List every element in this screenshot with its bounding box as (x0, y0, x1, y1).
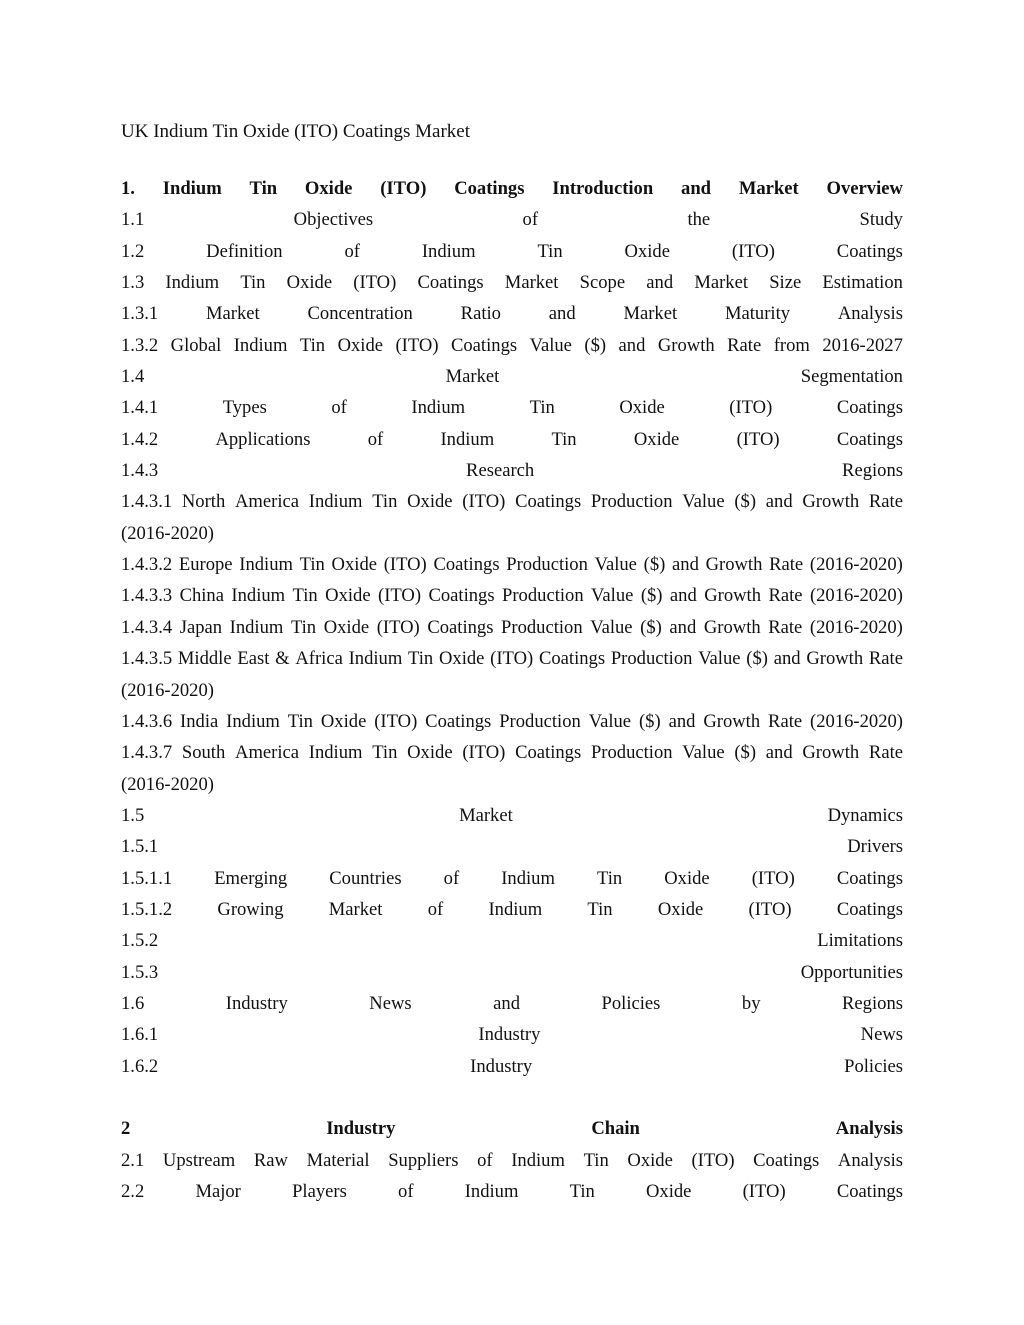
toc-word: Oxide (627, 1149, 673, 1171)
toc-word: Indium (226, 710, 280, 732)
toc-line (121, 549, 903, 580)
toc-word: Rate (727, 334, 762, 356)
toc-word: (ITO) (490, 648, 534, 670)
toc-word: ($) (734, 491, 757, 513)
toc-word: (ITO) (751, 867, 795, 889)
toc-word: Objectives (293, 209, 374, 231)
toc-word: and (765, 491, 793, 513)
toc-word: Coatings (836, 1181, 903, 1202)
toc-word: Tin (408, 648, 434, 670)
toc-word: Tin (287, 710, 313, 732)
toc-line (121, 831, 903, 862)
toc-word: Indium (308, 491, 363, 513)
toc-word: Coatings (425, 710, 492, 732)
toc-word: Scope (579, 272, 626, 294)
toc-word: Africa (295, 648, 343, 670)
toc-word: 1.4.2 (121, 428, 159, 450)
toc-word: Value (529, 334, 572, 356)
toc-word: and (668, 710, 696, 732)
toc-word: Analysis (837, 1149, 903, 1171)
toc-word: (ITO) (691, 1149, 735, 1171)
toc-word: America (235, 491, 300, 513)
toc-word: Definition (206, 240, 283, 262)
toc-word: East (237, 648, 270, 670)
toc-line (121, 1051, 903, 1082)
toc-word: Opportunities (800, 961, 903, 983)
toc-word: Rate (768, 710, 803, 732)
table-of-contents (121, 173, 903, 1207)
toc-word: ($) (640, 616, 662, 638)
toc-line (121, 330, 903, 361)
toc-word: Indium (348, 648, 403, 670)
toc-word: Indium (511, 1149, 565, 1171)
toc-word: Middle (177, 648, 232, 670)
toc-word: Production (499, 710, 581, 732)
toc-word: Oxide (325, 585, 371, 607)
toc-word: Countries (329, 867, 402, 889)
toc-word: Market (445, 366, 500, 388)
toc-word: Coatings (836, 397, 903, 419)
toc-line (121, 455, 903, 486)
toc-word: Market (738, 178, 799, 199)
toc-word: Raw (253, 1149, 288, 1171)
toc-word: of (522, 209, 539, 231)
toc-word: Regions (842, 992, 903, 1014)
toc-word: (ITO) (378, 585, 422, 607)
toc-word: Indium (411, 397, 466, 419)
toc-word: Oxide (657, 898, 704, 920)
toc-word: Emerging (214, 867, 288, 889)
toc-line (121, 957, 903, 988)
toc-word: Production (610, 648, 693, 670)
toc-word: of (443, 867, 460, 889)
toc-word: Value (682, 491, 725, 513)
toc-word: Value (588, 710, 632, 732)
toc-word: Value (591, 585, 634, 607)
toc-word: Global (170, 334, 222, 356)
toc-word: South (181, 742, 226, 764)
toc-word: 1.5.1.1 (121, 867, 173, 889)
toc-word: Indium (231, 585, 286, 607)
toc-word: Production (502, 585, 584, 607)
toc-word: Oxide (664, 867, 710, 889)
toc-word: Indium (440, 428, 495, 450)
toc-word: (ITO) (462, 742, 506, 764)
toc-word: and (681, 178, 711, 199)
toc-word: 1. (121, 178, 135, 199)
toc-word: (2016-2020) (810, 710, 903, 732)
toc-word: Market (206, 303, 260, 325)
toc-word: Size (769, 272, 802, 294)
toc-word: Tin (299, 334, 326, 356)
toc-word: Growth (703, 710, 761, 732)
toc-word: of (331, 397, 347, 419)
toc-word: Coatings (836, 240, 903, 262)
toc-word: Growth (802, 491, 860, 513)
toc-word: Growth (705, 554, 763, 576)
toc-word: Coatings (454, 178, 525, 199)
toc-line (121, 1019, 903, 1050)
toc-word: 1.5.2 (121, 930, 159, 952)
toc-word: 1.4.3.3 (121, 585, 173, 607)
toc-word: (ITO) (729, 397, 773, 419)
toc-word: Ratio (460, 303, 501, 325)
toc-word: Indium (308, 742, 363, 764)
toc-word: Indium (233, 334, 288, 356)
toc-word: and (548, 303, 576, 325)
toc-word: 1.4 (121, 366, 145, 388)
toc-word: India (180, 710, 219, 732)
toc-word: Suppliers (388, 1149, 459, 1171)
toc-word: (2016-2020) (809, 554, 903, 576)
toc-word: of (344, 240, 360, 262)
toc-line: (2016-2020) (121, 522, 214, 544)
toc-word: Tin (529, 397, 555, 419)
toc-word: Tin (249, 178, 278, 199)
toc-word: Oxide (286, 272, 333, 294)
toc-word: Tin (583, 1149, 609, 1171)
toc-line (121, 236, 903, 267)
toc-word: Rate (868, 648, 903, 670)
toc-word: 1.4.3.7 (121, 742, 173, 764)
toc-word: Growth (704, 585, 762, 607)
toc-word: Oxide (304, 178, 353, 199)
toc-word: Coatings (417, 272, 484, 294)
toc-word: Indium (421, 240, 476, 262)
toc-word: Oxide (407, 491, 453, 513)
toc-word: Research (466, 460, 535, 482)
toc-word: Tin (240, 272, 266, 294)
toc-word: Market (328, 898, 383, 920)
toc-word: Growing (217, 898, 284, 920)
toc-word: 2016-2027 (822, 334, 903, 356)
toc-word: by (741, 992, 761, 1014)
toc-word: 1.5.1.2 (121, 898, 173, 920)
toc-word: (ITO) (742, 1181, 786, 1202)
toc-word: Tin (372, 742, 398, 764)
toc-word: Industry (225, 992, 288, 1014)
toc-line (121, 392, 903, 423)
toc-word: of (477, 1149, 493, 1171)
toc-word: Market (459, 804, 513, 826)
toc-word: Oxide (438, 648, 485, 670)
toc-word: (ITO) (736, 428, 780, 450)
toc-word: Indium (229, 616, 284, 638)
toc-word: Tin (290, 616, 317, 638)
toc-word: Value (594, 554, 637, 576)
toc-word: Rate (868, 742, 903, 764)
toc-word: Tin (569, 1181, 595, 1202)
toc-word: Market (623, 303, 678, 325)
toc-word: ($) (734, 742, 757, 764)
toc-word: Tin (292, 585, 318, 607)
toc-word: 1.6.1 (121, 1024, 159, 1046)
toc-word: (ITO) (748, 898, 792, 920)
toc-word: Rate (868, 491, 903, 513)
toc-word: Regions (842, 460, 903, 482)
toc-line (121, 298, 903, 329)
toc-word: (ITO) (731, 240, 775, 262)
toc-word: 2.2 (121, 1181, 145, 1202)
toc-word: (ITO) (353, 272, 397, 294)
toc-line (121, 612, 903, 643)
toc-word: 1.5 (121, 804, 145, 826)
toc-line (121, 1176, 903, 1207)
toc-word: of (427, 898, 444, 920)
toc-word: News (860, 1024, 903, 1046)
toc-word: Industry (478, 1024, 541, 1046)
toc-word: Tin (587, 898, 613, 920)
toc-word: Production (506, 554, 588, 576)
toc-word: Coatings (515, 742, 582, 764)
toc-word: Coatings (427, 616, 494, 638)
toc-word: Oxide (407, 742, 453, 764)
toc-word: Value (698, 648, 741, 670)
toc-word: Production (590, 491, 673, 513)
toc-word: the (687, 209, 711, 231)
toc-word: 1.4.3 (121, 460, 159, 482)
toc-word: 1.3.1 (121, 303, 159, 325)
toc-word: Applications (215, 428, 311, 450)
toc-word: and (669, 585, 697, 607)
toc-word: Rate (769, 554, 804, 576)
toc-word: Major (195, 1181, 241, 1202)
toc-word: Tin (551, 428, 577, 450)
toc-word: 1.4.1 (121, 397, 159, 419)
section-gap (121, 1082, 903, 1113)
toc-word: Japan (179, 616, 223, 638)
toc-word: (ITO) (380, 178, 427, 199)
toc-line (121, 424, 903, 455)
toc-word: Tin (299, 554, 325, 576)
toc-word: Policies (844, 1055, 903, 1077)
toc-word: Coatings (428, 585, 495, 607)
toc-word: Coatings (836, 898, 903, 920)
toc-word: Chain (591, 1118, 640, 1140)
toc-word: America (235, 742, 300, 764)
toc-line (121, 643, 903, 674)
toc-word: Tin (537, 240, 563, 262)
toc-word: Study (859, 209, 903, 231)
toc-line (121, 1145, 903, 1176)
toc-word: Market (504, 272, 559, 294)
toc-word: Indium (162, 178, 222, 199)
toc-line: (2016-2020) (121, 773, 214, 795)
toc-line (121, 204, 903, 235)
toc-word: Growth (802, 742, 860, 764)
toc-line (121, 486, 903, 517)
toc-word: Overview (826, 178, 903, 199)
toc-word: Material (306, 1149, 370, 1171)
toc-word: Players (292, 1181, 347, 1202)
toc-word: & (275, 648, 290, 670)
toc-line (121, 737, 903, 768)
toc-word: (2016-2020) (809, 616, 903, 638)
toc-word: 1.5.3 (121, 961, 159, 983)
toc-word: Indium (165, 272, 220, 294)
toc-line (121, 706, 903, 737)
toc-word: Oxide (320, 710, 367, 732)
toc-line (121, 988, 903, 1019)
toc-word: Tin (372, 491, 398, 513)
toc-word: of (367, 428, 384, 450)
toc-word: ($) (638, 710, 661, 732)
toc-line (121, 863, 903, 894)
toc-word: Industry (470, 1055, 533, 1077)
toc-word: and (765, 742, 793, 764)
toc-word: ($) (584, 334, 607, 356)
toc-word: Indium (239, 554, 293, 576)
toc-word: and (672, 554, 699, 576)
toc-word: 1.1 (121, 209, 145, 231)
toc-word: Oxide (624, 240, 670, 262)
toc-word: Coatings (836, 867, 903, 889)
toc-word: and (669, 616, 697, 638)
toc-word: (ITO) (376, 616, 420, 638)
toc-word: Oxide (645, 1181, 692, 1202)
toc-word: 1.4.3.1 (121, 491, 173, 513)
toc-word: Oxide (619, 397, 665, 419)
toc-word: 1.6.2 (121, 1055, 159, 1077)
toc-word: Maturity (724, 303, 791, 325)
toc-word: Coatings (515, 491, 582, 513)
toc-word: Rate (768, 616, 803, 638)
toc-word: Tin (596, 867, 623, 889)
toc-word: Coatings (538, 648, 606, 670)
toc-word: North (181, 491, 226, 513)
toc-word: 1.4.3.5 (121, 648, 173, 670)
section-heading (121, 173, 903, 204)
toc-word: Types (222, 397, 267, 419)
toc-word: Oxide (323, 616, 370, 638)
toc-word: Value (590, 616, 633, 638)
toc-word: (ITO) (383, 554, 427, 576)
toc-word: and (618, 334, 646, 356)
toc-word: Coatings (433, 554, 500, 576)
toc-word: Estimation (822, 272, 903, 294)
toc-word: 2 (121, 1118, 131, 1140)
toc-word: Policies (601, 992, 661, 1014)
toc-word: Oxide (331, 554, 377, 576)
toc-word: Growth (806, 648, 864, 670)
toc-line (121, 361, 903, 392)
toc-word: ($) (643, 554, 666, 576)
toc-word: Industry (326, 1118, 396, 1140)
toc-word: of (398, 1181, 414, 1202)
toc-word: Upstream (162, 1149, 236, 1171)
toc-word: from (773, 334, 810, 356)
toc-word: Production (590, 742, 673, 764)
toc-word: (ITO) (462, 491, 506, 513)
toc-word: Limitations (817, 930, 903, 952)
document-title: UK Indium Tin Oxide (ITO) Coatings Market (121, 121, 471, 142)
toc-word: Segmentation (800, 366, 903, 388)
toc-line (121, 580, 903, 611)
toc-word: Oxide (633, 428, 680, 450)
toc-word: 1.2 (121, 240, 145, 262)
toc-word: (2016-2020) (809, 585, 903, 607)
toc-word: Drivers (847, 836, 903, 858)
toc-word: 1.6 (121, 992, 145, 1014)
toc-word: Value (682, 742, 725, 764)
toc-word: 1.4.3.4 (121, 616, 173, 638)
toc-word: Indium (488, 898, 543, 920)
toc-word: News (369, 992, 412, 1014)
toc-line (121, 267, 903, 298)
toc-word: ($) (640, 585, 663, 607)
toc-word: 2.1 (121, 1149, 145, 1171)
toc-word: Indium (464, 1181, 519, 1202)
toc-word: Production (501, 616, 583, 638)
toc-word: Dynamics (827, 804, 903, 826)
toc-word: 1.4.3.6 (121, 710, 173, 732)
toc-word: Concentration (307, 303, 413, 325)
toc-word: Coatings (836, 428, 903, 450)
toc-word: 1.5.1 (121, 836, 159, 858)
toc-word: Growth (657, 334, 715, 356)
toc-word: 1.3.2 (121, 334, 159, 356)
toc-word: (ITO) (395, 334, 439, 356)
toc-line (121, 800, 903, 831)
section-heading (121, 1113, 903, 1144)
toc-word: Coatings (753, 1149, 820, 1171)
toc-word: and (646, 272, 674, 294)
toc-word: Market (694, 272, 749, 294)
toc-word: 1.4.3.2 (121, 554, 173, 576)
toc-word: China (179, 585, 224, 607)
toc-word: ($) (746, 648, 768, 670)
toc-word: and (493, 992, 520, 1014)
toc-word: 1.3 (121, 272, 145, 294)
toc-word: Analysis (837, 303, 903, 325)
toc-word: Oxide (337, 334, 384, 356)
toc-word: Rate (768, 585, 803, 607)
toc-word: Growth (703, 616, 761, 638)
toc-word: Coatings (450, 334, 518, 356)
toc-word: (ITO) (374, 710, 418, 732)
toc-word: Europe (178, 554, 233, 576)
toc-word: and (773, 648, 801, 670)
toc-line (121, 925, 903, 956)
toc-line: (2016-2020) (121, 679, 214, 701)
toc-word: Indium (501, 867, 555, 889)
toc-line (121, 894, 903, 925)
toc-word: Introduction (552, 178, 654, 199)
toc-word: Analysis (835, 1118, 903, 1140)
